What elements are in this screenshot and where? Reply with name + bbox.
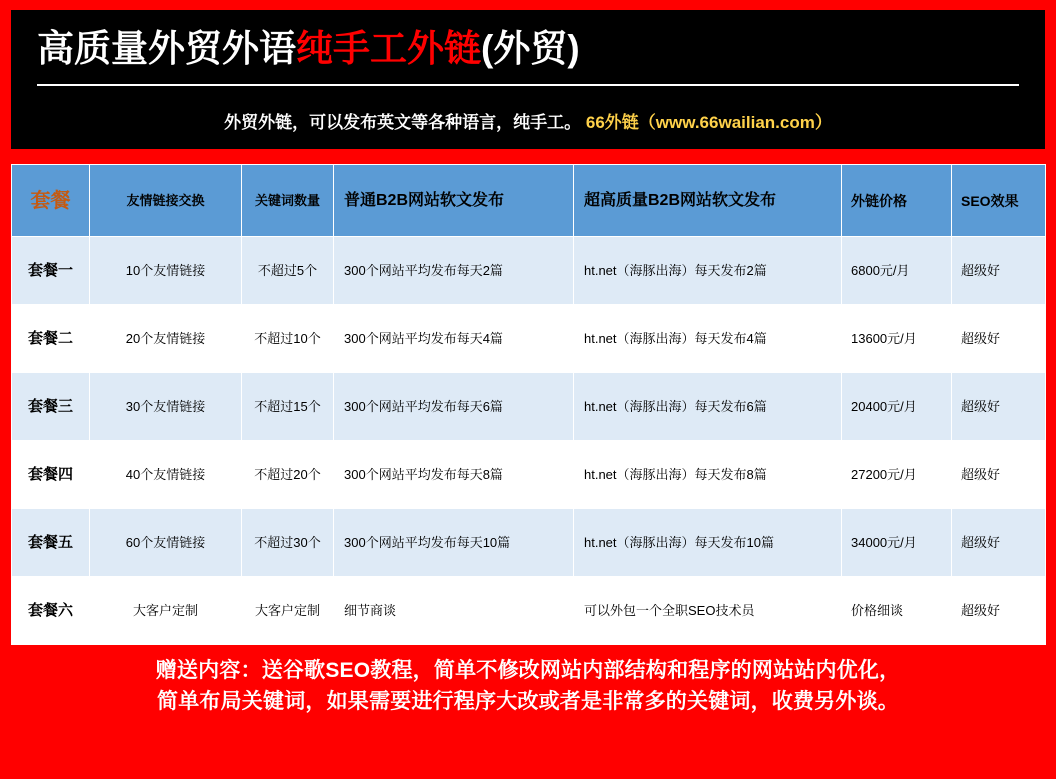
cell-link-exchange: 60个友情链接 bbox=[90, 509, 242, 577]
cell-normal-b2b: 300个网站平均发布每天4篇 bbox=[334, 305, 574, 373]
cell-seo-effect: 超级好 bbox=[952, 373, 1046, 441]
table-row bbox=[12, 237, 1046, 305]
column-header-normal-b2b: 普通B2B网站软文发布 bbox=[334, 165, 574, 237]
column-header-premium-b2b: 超高质量B2B网站软文发布 bbox=[574, 165, 842, 237]
cell-link-exchange: 20个友情链接 bbox=[90, 305, 242, 373]
table-row bbox=[12, 577, 1046, 645]
cell-premium-b2b: ht.net（海豚出海）每天发布10篇 bbox=[574, 509, 842, 577]
cell-keyword-count: 不超过5个 bbox=[242, 237, 334, 305]
cell-price: 27200元/月 bbox=[842, 441, 952, 509]
cell-seo-effect: 超级好 bbox=[952, 237, 1046, 305]
table-row bbox=[12, 373, 1046, 441]
table-row bbox=[12, 509, 1046, 577]
table-header-row bbox=[12, 165, 1046, 237]
cell-premium-b2b: ht.net（海豚出海）每天发布2篇 bbox=[574, 237, 842, 305]
footer-note bbox=[11, 655, 1045, 717]
cell-normal-b2b: 300个网站平均发布每天8篇 bbox=[334, 441, 574, 509]
cell-premium-b2b: ht.net（海豚出海）每天发布8篇 bbox=[574, 441, 842, 509]
cell-premium-b2b: ht.net（海豚出海）每天发布6篇 bbox=[574, 373, 842, 441]
cell-price: 20400元/月 bbox=[842, 373, 952, 441]
cell-price: 价格细谈 bbox=[842, 577, 952, 645]
cell-package: 套餐三 bbox=[12, 373, 90, 441]
title-part-1: 高质量外贸外语 bbox=[37, 28, 296, 69]
cell-keyword-count: 大客户定制 bbox=[242, 577, 334, 645]
column-header-seo-effect: SEO效果 bbox=[952, 165, 1046, 237]
cell-keyword-count: 不超过20个 bbox=[242, 441, 334, 509]
title-part-2: (外贸) bbox=[481, 28, 580, 69]
cell-link-exchange: 10个友情链接 bbox=[90, 237, 242, 305]
footer-line-2: 简单布局关键词，如果需要进行程序大改或者是非常多的关键词，收费另外谈。 bbox=[157, 690, 899, 713]
banner-subtitle bbox=[11, 108, 1045, 133]
cell-seo-effect: 超级好 bbox=[952, 577, 1046, 645]
cell-price: 13600元/月 bbox=[842, 305, 952, 373]
subtitle-text: 外贸外链，可以发布英文等各种语言，纯手工。 bbox=[224, 113, 586, 132]
cell-keyword-count: 不超过30个 bbox=[242, 509, 334, 577]
cell-package: 套餐一 bbox=[12, 237, 90, 305]
table-row bbox=[12, 305, 1046, 373]
cell-package: 套餐四 bbox=[12, 441, 90, 509]
page-title bbox=[11, 24, 1045, 74]
banner-divider bbox=[37, 84, 1019, 86]
table-row bbox=[12, 441, 1046, 509]
pricing-table bbox=[11, 164, 1046, 645]
cell-package: 套餐六 bbox=[12, 577, 90, 645]
cell-seo-effect: 超级好 bbox=[952, 305, 1046, 373]
cell-premium-b2b: 可以外包一个全职SEO技术员 bbox=[574, 577, 842, 645]
cell-price: 34000元/月 bbox=[842, 509, 952, 577]
title-highlight: 纯手工外链 bbox=[296, 28, 481, 69]
footer-line-1: 赠送内容：送谷歌SEO教程，简单不修改网站内部结构和程序的网站站内优化， bbox=[155, 659, 901, 682]
cell-seo-effect: 超级好 bbox=[952, 441, 1046, 509]
cell-link-exchange: 40个友情链接 bbox=[90, 441, 242, 509]
brand-link-label: 66外链（www.66wailian.com） bbox=[585, 113, 832, 132]
cell-package: 套餐五 bbox=[12, 509, 90, 577]
cell-normal-b2b: 300个网站平均发布每天10篇 bbox=[334, 509, 574, 577]
cell-link-exchange: 30个友情链接 bbox=[90, 373, 242, 441]
cell-keyword-count: 不超过15个 bbox=[242, 373, 334, 441]
cell-normal-b2b: 300个网站平均发布每天2篇 bbox=[334, 237, 574, 305]
column-header-keyword-count: 关键词数量 bbox=[242, 165, 334, 237]
header-banner bbox=[11, 10, 1045, 149]
cell-price: 6800元/月 bbox=[842, 237, 952, 305]
column-header-package: 套餐 bbox=[12, 165, 90, 237]
cell-premium-b2b: ht.net（海豚出海）每天发布4篇 bbox=[574, 305, 842, 373]
cell-package: 套餐二 bbox=[12, 305, 90, 373]
column-header-link-exchange: 友情链接交换 bbox=[90, 165, 242, 237]
pricing-table-wrapper bbox=[11, 164, 1045, 645]
cell-normal-b2b: 细节商谈 bbox=[334, 577, 574, 645]
cell-keyword-count: 不超过10个 bbox=[242, 305, 334, 373]
column-header-price: 外链价格 bbox=[842, 165, 952, 237]
cell-seo-effect: 超级好 bbox=[952, 509, 1046, 577]
cell-normal-b2b: 300个网站平均发布每天6篇 bbox=[334, 373, 574, 441]
cell-link-exchange: 大客户定制 bbox=[90, 577, 242, 645]
